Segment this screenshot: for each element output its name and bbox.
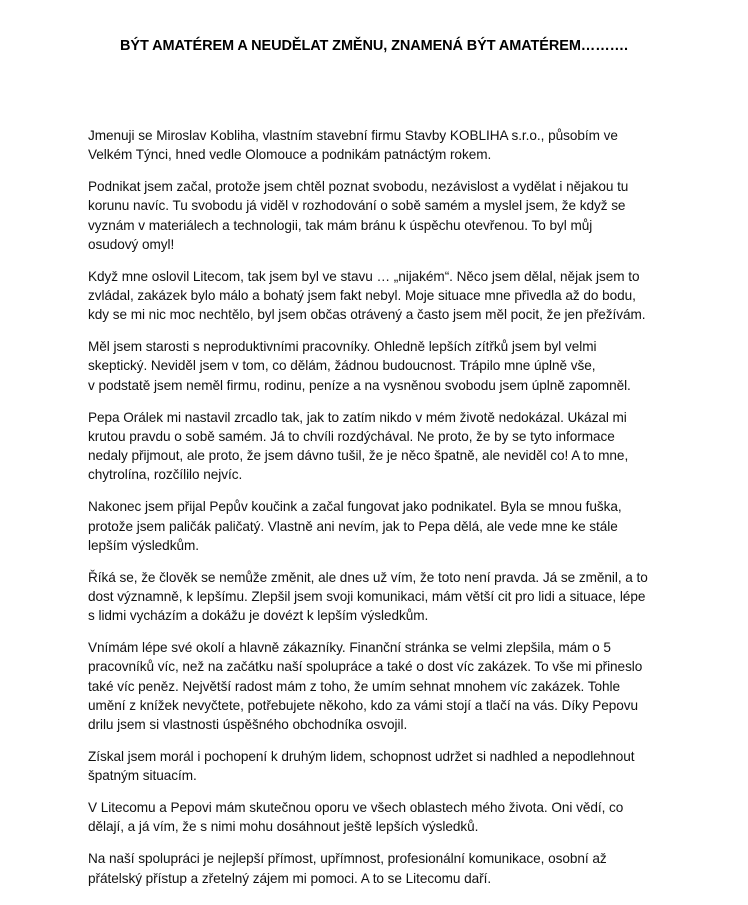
paragraph-line: Získal jsem morál i pochopení k druhým lidem, schopnost udržet si nadhled a nepodlehnout [88,749,635,765]
paragraph-line: přátelský přístup a zřetelný zájem mi pomoci. A to se Litecomu daří. [88,870,492,886]
paragraph-line: umění z knížek nevyčtete, potřebujete někoho, kdo za vámi stojí a tlačí na vás. Díky Pepovu [88,697,639,713]
document-body [88,126,668,900]
paragraph [88,126,668,165]
paragraph-line: Říká se, že člověk se nemůže změnit, ale dnes už vím, že toto není pravda. Já se změnil, a to [88,569,648,585]
paragraph-line: korunu navíc. Tu svobodu já viděl v rozhodování o sobě samém a myslel jsem, že když se [88,198,626,214]
document-title: BÝT AMATÉREM A NEUDĚLAT ZMĚNU, ZNAMENÁ BÝT AMATÉREM………. [120,38,628,54]
paragraph-line: osudový omyl! [88,236,175,252]
paragraph-line: špatným situacím. [88,768,197,784]
paragraph-line: lepším výsledkům. [88,537,199,553]
paragraph-line: v podstatě jsem neměl firmu, rodinu, peníze a na vysněnou svobodu jsem úplně zapomněl. [88,377,631,393]
paragraph-line: dost významně, k lepšímu. Zlepšil jsem svoji komunikaci, mám větší cit pro lidi a situace, lépe [88,588,646,604]
paragraph-line: Měl jsem starosti s neproduktivními pracovníky. Ohledně lepších zítřků jsem byl velmi [88,339,597,355]
paragraph-line: protože jsem paličák paličatý. Vlastně ani nevím, jak to Pepa dělá, ale vede mne ke stále [88,518,618,534]
paragraph-line: Jmenuji se Miroslav Kobliha, vlastním stavební firmu Stavby KOBLIHA s.r.o., působím ve [88,128,618,143]
paragraph-line: Pepa Orálek mi nastavil zrcadlo tak, jak to zatím nikdo v mém životě nedokázal. Ukázal mi [88,409,627,425]
paragraph-line: Na naší spolupráci je nejlepší přímost, upřímnost, profesionální komunikace, osobní až [88,851,607,867]
paragraph-line: Podnikat jsem začal, protože jsem chtěl poznat svobodu, nezávislost a vydělat i nějakou tu [88,179,629,195]
paragraph-line: dělají, a já vím, že s nimi mohu dosáhnout ještě lepších výsledků. [88,819,479,835]
paragraph-line: skeptický. Neviděl jsem v tom, co dělám, žádnou budoucnost. Trápilo mne úplně vše, [88,358,596,374]
paragraph-line: kdy se mi nic moc nechtělo, byl jsem občas otrávený a často jsem měl pocit, že jen přežívám. [88,307,646,323]
paragraph-line: také víc peněz. Největší radost mám z toho, že umím sehnat mnohem víc zakázek. Tohle [88,678,620,694]
paragraph-line: zvládal, zakázek bylo málo a bohatý jsem fakt nebyl. Moje situace mne přivedla až do bodu, [88,288,636,304]
paragraph [88,497,668,555]
paragraph [88,177,668,254]
paragraph-line: Velkém Týnci, hned vedle Olomouce a podnikám patnáctým rokem. [88,147,492,163]
paragraph-line: pracovníků víc, než na začátku naší spolupráce a také o dost víc zakázek. To vše mi přineslo [88,659,643,675]
paragraph-line: s lidmi vycházím a dokážu je dovézt k lepším výsledkům. [88,608,429,624]
paragraph-line: Nakonec jsem přijal Pepův koučink a začal fungovat jako podnikatel. Byla se mnou fuška, [88,499,622,515]
paragraph-line: vyznám v materiálech a technologii, tak mám bránu k úspěchu otevřenou. To byl můj [88,217,593,233]
paragraph [88,849,668,888]
paragraph [88,267,668,325]
paragraph [88,408,668,485]
paragraph-line: chytrolína, rozčílilo nejvíc. [88,467,243,483]
paragraph-line: drilu jsem si vlastnosti úspěšného obchodníka osvojil. [88,717,408,733]
paragraph [88,798,668,837]
paragraph-line: krutou pravdu o sobě samém. Já to chvíli rozdýchával. Ne proto, že by se tyto informace [88,428,615,444]
paragraph-line: V Litecomu a Pepovi mám skutečnou oporu ve všech oblastech mého života. Oni vědí, co [88,800,624,816]
paragraph-line: Vnímám lépe své okolí a hlavně zákazníky. Finanční stránka se velmi zlepšila, mám o 5 [88,640,611,656]
paragraph-line: nedaly přijmout, ale proto, že jsem dávno tušil, že je něco špatně, ale neviděl co! A to mne, [88,448,629,464]
paragraph [88,568,668,626]
paragraph [88,337,668,395]
paragraph [88,638,668,734]
paragraph [88,747,668,786]
paragraph-line: Když mne oslovil Litecom, tak jsem byl ve stavu … „nijakém“. Něco jsem dělal, nějak jsem to [88,268,640,284]
